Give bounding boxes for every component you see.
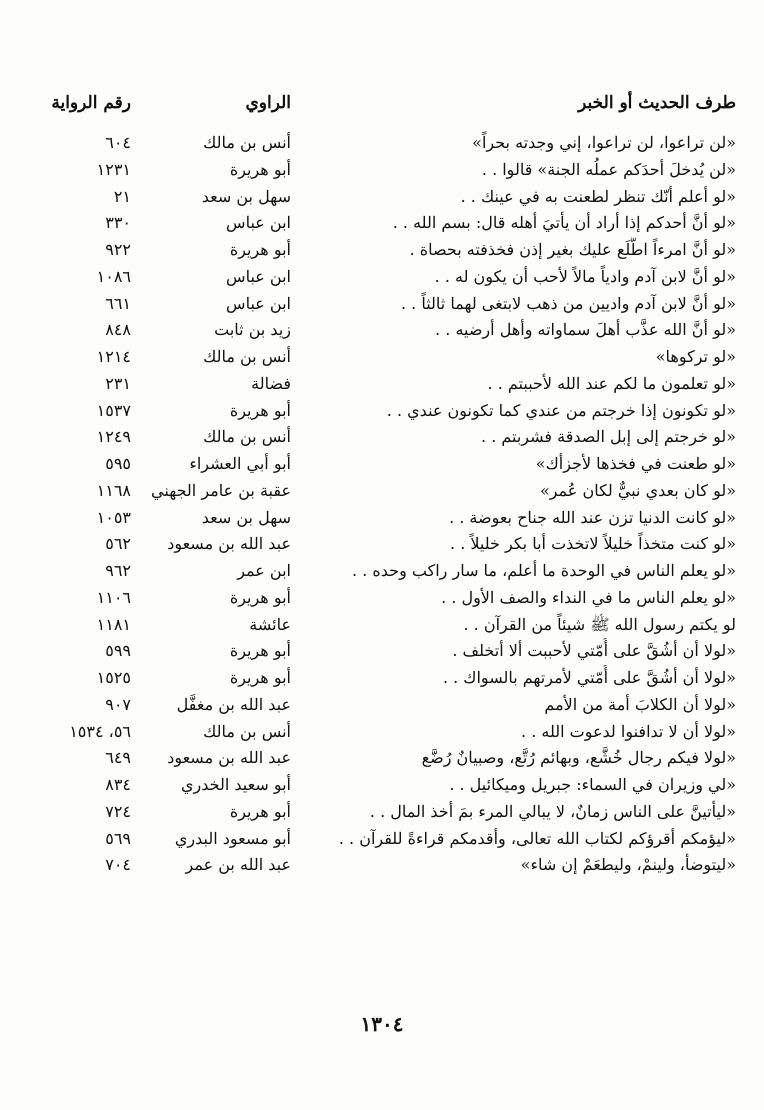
narration-number: ١٢٤٩	[96, 427, 131, 447]
table-row	[21, 371, 736, 398]
narration-number: ١٥٢٥	[96, 668, 131, 687]
hadith-text: «لولا أن الكلابَ أمة من الأمم	[544, 694, 736, 714]
narration-number: ٨٣٤	[105, 775, 131, 794]
narration-number: ٣٣٠	[105, 213, 131, 233]
hadith-text: «لولا أن لا تدافنوا لدعوت الله . .	[521, 721, 736, 741]
hadith-text: «لو أنَّ امرءاً اطَّلَع عليك بغير إذن فخذفته بحصاة .	[409, 240, 736, 259]
narrator-name: أبو هريرة	[229, 159, 291, 179]
hadith-text: «لن تراعوا، لن تراعوا، إني وجدته بحراً»	[472, 133, 736, 152]
header-narration-number: رقم الرواية	[51, 93, 131, 113]
narration-number: ٥٦، ١٥٣٤	[69, 721, 131, 741]
narrator-name: أنس بن مالك	[203, 427, 291, 447]
hadith-text: «لولا أن أشُقَّ على أُمّتي لأمرتهم بالسواك . .	[442, 668, 736, 687]
narration-number: ٥٦٢	[105, 534, 131, 554]
narration-number: ٢١	[113, 186, 131, 206]
hadith-text: «لو أنَّ الله عذَّب أهلَ سماواته وأهل أرضيه . .	[435, 320, 736, 340]
table-row	[21, 451, 736, 478]
narrator-name: أبو سعيد الخدري	[181, 775, 291, 794]
narration-number: ٩٠٧	[105, 694, 131, 714]
hadith-text: «لو يعلم الناس ما في النداء والصف الأول . .	[441, 587, 736, 607]
narration-number: ١٠٥٣	[96, 507, 131, 527]
narrator-name: عائشة	[249, 614, 291, 634]
narration-number: ١٠٨٦	[96, 266, 131, 286]
narrator-name: عبد الله بن مسعود	[167, 748, 291, 768]
table-row	[21, 558, 736, 585]
table-row	[21, 719, 736, 746]
narration-number: ١٢٣١	[96, 159, 131, 179]
header-hadith-text: طرف الحديث أو الخبر	[578, 93, 736, 113]
hadith-text: لو يكتم رسول الله ﷺ شيئاً من القرآن . .	[463, 614, 736, 634]
narration-number: ٦٤٩	[105, 748, 131, 768]
narrator-name: ابن عباس	[226, 213, 291, 233]
table-row	[21, 638, 736, 665]
table-row	[21, 291, 736, 318]
narration-number: ٨٤٨	[105, 320, 131, 340]
hadith-text: «لو طعنت في فخذها لأجزأك»	[535, 454, 736, 473]
narration-number: ١١٠٦	[96, 587, 131, 607]
narration-number: ٥٩٥	[105, 454, 131, 473]
narration-number: ٦٠٤	[105, 133, 131, 152]
table-row	[21, 826, 736, 853]
narration-number: ٩٦٢	[105, 561, 131, 580]
hadith-text: «لي وزيران في السماء: جبريل وميكائيل . .	[449, 775, 736, 794]
narrator-name: ابن عباس	[226, 293, 291, 313]
hadith-text: «ليتوضأ، ولينمْ، وليطعَمْ إن شاء»	[520, 855, 736, 875]
table-row	[21, 772, 736, 799]
narration-number: ٢٣١	[105, 373, 131, 393]
narrator-name: أبو هريرة	[229, 801, 291, 821]
narration-number: ١٢١٤	[96, 347, 131, 366]
narrator-name: أبو مسعود البدري	[174, 828, 291, 848]
narration-number: ٥٦٩	[105, 828, 131, 848]
table-row	[21, 344, 736, 371]
hadith-text: «ليؤمكم أقرؤكم لكتاب الله تعالى، وأقدمكم قراءةً للقرآن . .	[338, 828, 736, 848]
narrator-name: عبد الله بن عمر	[185, 855, 291, 875]
table-row	[21, 237, 736, 264]
table-row	[21, 130, 736, 157]
table-row	[21, 264, 736, 291]
hadith-text: «لو أنَّ لابن آدم واديين من ذهب لابتغى لهما ثالثاً . .	[401, 293, 736, 313]
hadith-text: «لو تركوها»	[655, 347, 736, 366]
table-header	[21, 88, 736, 118]
narrator-name: عقبة بن عامر الجهني	[151, 480, 291, 500]
table-row	[21, 184, 736, 211]
narrator-name: عبد الله بن مسعود	[167, 534, 291, 554]
narrator-name: أبو هريرة	[229, 668, 291, 687]
narrator-name: أنس بن مالك	[203, 133, 291, 152]
table-row	[21, 692, 736, 719]
table-row	[21, 157, 736, 184]
narrator-name: سهل بن سعد	[201, 507, 291, 527]
table-row	[21, 745, 736, 772]
hadith-text: «لو أنَّ لابن آدم وادياً مالاً لأحب أن يكون له . .	[434, 266, 736, 286]
index-table-body	[21, 130, 736, 879]
narrator-name: أنس بن مالك	[203, 347, 291, 366]
narrator-name: أبو هريرة	[229, 400, 291, 420]
table-row	[21, 478, 736, 505]
table-row	[21, 317, 736, 344]
narration-number: ١٥٣٧	[96, 400, 131, 420]
narrator-name: ابن عباس	[226, 266, 291, 286]
narrator-name: سهل بن سعد	[201, 186, 291, 206]
narrator-name: عبد الله بن مغفَّل	[176, 694, 291, 714]
narration-number: ٩٢٢	[105, 240, 131, 259]
hadith-text: «لو خرجتم إلى إبل الصدقة فشربتم . .	[481, 427, 736, 447]
hadith-text: «لو أنَّ أحدكم إذا أراد أن يأتيَ أهله قال: بسم الله . .	[392, 213, 736, 233]
narrator-name: أنس بن مالك	[203, 721, 291, 741]
narrator-name: أبو هريرة	[229, 587, 291, 607]
hadith-text: «لو يعلم الناس في الوحدة ما أعلم، ما سار راكب وحده . .	[352, 561, 736, 580]
table-row	[21, 505, 736, 532]
hadith-text: «لو كان بعدي نبيٌّ لكان عُمر»	[539, 480, 736, 500]
hadith-text: «لن يُدخلَ أحدَكم عملُه الجنة» قالوا . .	[481, 159, 736, 179]
narration-number: ٧٠٤	[105, 855, 131, 875]
header-narrator: الراوي	[245, 93, 291, 113]
table-row	[21, 799, 736, 826]
hadith-text: «لو أعلم أنّك تنظر لطعنت به في عينك . .	[460, 186, 736, 206]
narration-number: ٥٩٩	[105, 641, 131, 661]
table-row	[21, 665, 736, 692]
narrator-name: أبو هريرة	[229, 641, 291, 661]
narration-number: ٧٢٤	[105, 801, 131, 821]
table-row	[21, 424, 736, 451]
table-row	[21, 398, 736, 425]
page-number: ١٣٠٤	[360, 1012, 404, 1036]
narrator-name: فضالة	[251, 373, 291, 393]
table-row	[21, 210, 736, 237]
table-row	[21, 612, 736, 639]
narration-number: ٦٦١	[105, 293, 131, 313]
hadith-text: «ليأتينَّ على الناس زمانٌ، لا يبالي المرء بمَ أخذ المال . .	[369, 801, 736, 821]
narration-number: ١١٨١	[96, 614, 131, 634]
narrator-name: ابن عمر	[237, 561, 291, 580]
table-row	[21, 531, 736, 558]
hadith-text: «لو تكونون إذا خرجتم من عندي كما تكونون عندي . .	[386, 400, 736, 420]
narration-number: ١١٦٨	[96, 480, 131, 500]
table-row	[21, 852, 736, 879]
table-row	[21, 585, 736, 612]
narrator-name: زيد بن ثابت	[214, 320, 291, 340]
hadith-text: «لو كنت متخذاً خليلاً لاتخذت أبا بكر خليلاً . .	[450, 534, 736, 554]
narrator-name: أبو أبي العشراء	[189, 454, 291, 473]
narrator-name: أبو هريرة	[229, 240, 291, 259]
hadith-text: «لولا فيكم رجال خُشَّع، وبهائم رُتَّع، وصبيانٌ رُضَّع	[421, 748, 736, 768]
hadith-text: «لولا أن أشُقَّ على أُمّتي لأحببت ألا أتخلف .	[452, 641, 736, 661]
hadith-text: «لو كانت الدنيا تزن عند الله جناح بعوضة . .	[449, 507, 736, 527]
hadith-text: «لو تعلمون ما لكم عند الله لأحببتم . .	[487, 373, 736, 393]
